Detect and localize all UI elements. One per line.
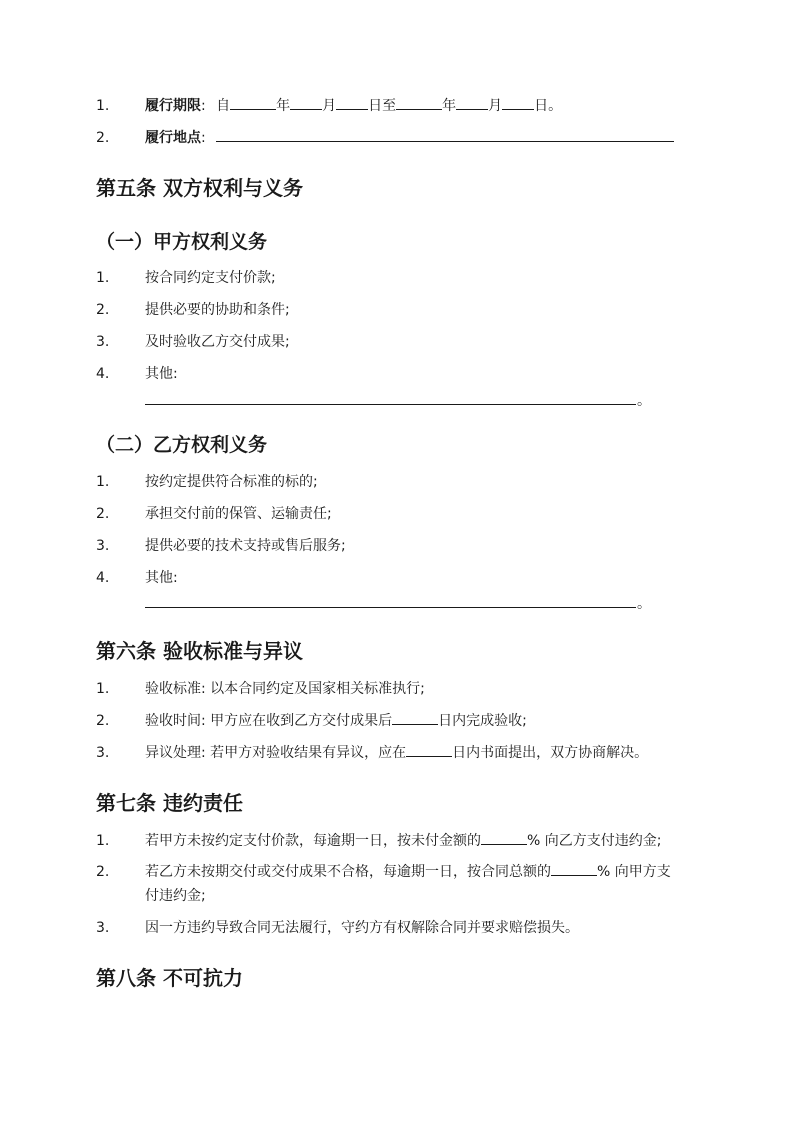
list-item: 4. 其他: [96,366,178,382]
list-item: 2. 承担交付前的保管、运输责任; [96,506,332,522]
article-8-heading: 第八条 不可抗力 [96,966,243,990]
article-5-heading: 第五条 双方权利与义务 [96,176,303,200]
list-item: 2. 若乙方未按期交付或交付成果不合格，每逾期一日，按合同总额的 % 向甲方支 付违约金; [96,860,702,908]
list-item-performance-term: 1. 履行期限: 自 年 月 日至 年 月 日。 [96,94,702,118]
start-day-blank[interactable] [336,95,368,110]
list-item: 3. 及时验收乙方交付成果; [96,334,290,350]
performance-term-label: 履行期限 [145,98,201,114]
article-6-heading: 第六条 验收标准与异议 [96,639,303,663]
party-a-penalty-rate-blank[interactable] [481,830,527,845]
acceptance-days-blank[interactable] [392,710,438,725]
party-b-penalty-rate-blank[interactable] [551,861,597,876]
list-item: 1. 按约定提供符合标准的标的; [96,474,318,490]
article-7-heading: 第七条 违约责任 [96,791,243,815]
party-a-other-blank[interactable] [145,404,636,405]
list-item: 1. 验收标准: 以本合同约定及国家相关标准执行; [96,681,425,697]
item-number: 2. [96,130,110,146]
list-item: 2. 验收时间: 甲方应在收到乙方交付成果后 日内完成验收; [96,709,702,733]
end-mark: 。 [637,393,651,409]
item-number: 1. [96,98,110,114]
end-day-blank[interactable] [502,95,534,110]
objection-days-blank[interactable] [406,742,452,757]
list-item: 3. 因一方违约导致合同无法履行，守约方有权解除合同并要求赔偿损失。 [96,920,579,936]
end-mark: 。 [637,596,651,612]
list-item: 3. 异议处理: 若甲方对验收结果有异议，应在 日内书面提出，双方协商解决。 [96,741,702,765]
party-b-other-blank[interactable] [145,607,636,608]
list-item: 2. 提供必要的协助和条件; [96,302,290,318]
end-year-blank[interactable] [396,95,442,110]
list-item: 1. 按合同约定支付价款; [96,270,276,286]
list-item: 3. 提供必要的技术支持或售后服务; [96,538,346,554]
performance-place-blank[interactable] [216,127,674,142]
list-item: 1. 若甲方未按约定支付价款，每逾期一日，按未付金额的 % 向乙方支付违约金; [96,829,702,853]
end-month-blank[interactable] [456,95,488,110]
start-year-blank[interactable] [230,95,276,110]
party-b-heading: （二）乙方权利义务 [96,434,268,456]
list-item: 4. 其他: [96,570,178,586]
performance-place-label: 履行地点 [145,130,201,146]
start-month-blank[interactable] [290,95,322,110]
party-a-heading: （一）甲方权利义务 [96,231,268,253]
list-item-performance-place: 2. 履行地点: [96,126,702,150]
